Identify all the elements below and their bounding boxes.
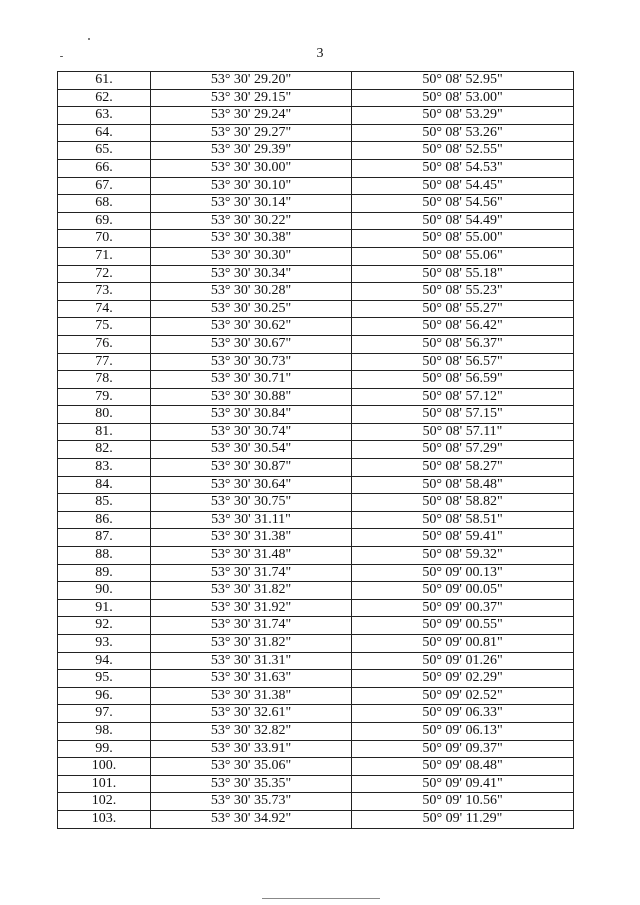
table-row xyxy=(58,476,574,494)
latitude-cell: 53° 30' 35.73" xyxy=(151,793,352,811)
table-row xyxy=(58,459,574,477)
table-row xyxy=(58,599,574,617)
table-row xyxy=(58,195,574,213)
point-number-cell: 102. xyxy=(58,793,151,811)
latitude-cell: 53° 30' 32.82" xyxy=(151,722,352,740)
latitude-cell: 53° 30' 30.73" xyxy=(151,353,352,371)
point-number-cell: 85. xyxy=(58,494,151,512)
longitude-cell: 50° 09' 09.41" xyxy=(352,775,574,793)
point-number-cell: 83. xyxy=(58,459,151,477)
longitude-cell: 50° 08' 54.45" xyxy=(352,177,574,195)
longitude-cell: 50° 09' 02.52" xyxy=(352,687,574,705)
latitude-cell: 53° 30' 30.75" xyxy=(151,494,352,512)
longitude-cell: 50° 08' 59.32" xyxy=(352,547,574,565)
point-number-cell: 92. xyxy=(58,617,151,635)
point-number-cell: 91. xyxy=(58,599,151,617)
table-row xyxy=(58,511,574,529)
table-row xyxy=(58,300,574,318)
point-number-cell: 89. xyxy=(58,564,151,582)
point-number-cell: 62. xyxy=(58,89,151,107)
table-row xyxy=(58,494,574,512)
latitude-cell: 53° 30' 29.15" xyxy=(151,89,352,107)
longitude-cell: 50° 08' 56.59" xyxy=(352,371,574,389)
longitude-cell: 50° 08' 55.18" xyxy=(352,265,574,283)
point-number-cell: 77. xyxy=(58,353,151,371)
point-number-cell: 75. xyxy=(58,318,151,336)
latitude-cell: 53° 30' 30.87" xyxy=(151,459,352,477)
longitude-cell: 50° 09' 06.13" xyxy=(352,722,574,740)
point-number-cell: 101. xyxy=(58,775,151,793)
table-row xyxy=(58,758,574,776)
point-number-cell: 65. xyxy=(58,142,151,160)
point-number-cell: 78. xyxy=(58,371,151,389)
latitude-cell: 53° 30' 30.14" xyxy=(151,195,352,213)
table-row xyxy=(58,406,574,424)
latitude-cell: 53° 30' 31.74" xyxy=(151,564,352,582)
longitude-cell: 50° 08' 57.15" xyxy=(352,406,574,424)
longitude-cell: 50° 08' 54.49" xyxy=(352,212,574,230)
table-row xyxy=(58,283,574,301)
latitude-cell: 53° 30' 29.27" xyxy=(151,124,352,142)
longitude-cell: 50° 09' 00.37" xyxy=(352,599,574,617)
table-row xyxy=(58,212,574,230)
longitude-cell: 50° 09' 11.29" xyxy=(352,810,574,828)
point-number-cell: 98. xyxy=(58,722,151,740)
longitude-cell: 50° 08' 53.29" xyxy=(352,107,574,125)
point-number-cell: 61. xyxy=(58,72,151,90)
longitude-cell: 50° 09' 00.55" xyxy=(352,617,574,635)
longitude-cell: 50° 08' 56.37" xyxy=(352,335,574,353)
point-number-cell: 100. xyxy=(58,758,151,776)
point-number-cell: 86. xyxy=(58,511,151,529)
longitude-cell: 50° 08' 54.56" xyxy=(352,195,574,213)
longitude-cell: 50° 09' 08.48" xyxy=(352,758,574,776)
table-row xyxy=(58,142,574,160)
scan-speck xyxy=(88,38,90,40)
table-row xyxy=(58,388,574,406)
latitude-cell: 53° 30' 35.35" xyxy=(151,775,352,793)
point-number-cell: 70. xyxy=(58,230,151,248)
longitude-cell: 50° 08' 59.41" xyxy=(352,529,574,547)
longitude-cell: 50° 08' 58.82" xyxy=(352,494,574,512)
latitude-cell: 53° 30' 30.84" xyxy=(151,406,352,424)
table-row xyxy=(58,687,574,705)
point-number-cell: 69. xyxy=(58,212,151,230)
point-number-cell: 103. xyxy=(58,810,151,828)
table-row xyxy=(58,89,574,107)
latitude-cell: 53° 30' 30.00" xyxy=(151,159,352,177)
point-number-cell: 80. xyxy=(58,406,151,424)
longitude-cell: 50° 09' 00.13" xyxy=(352,564,574,582)
latitude-cell: 53° 30' 31.74" xyxy=(151,617,352,635)
point-number-cell: 67. xyxy=(58,177,151,195)
point-number-cell: 76. xyxy=(58,335,151,353)
point-number-cell: 74. xyxy=(58,300,151,318)
table-row xyxy=(58,265,574,283)
table-row xyxy=(58,564,574,582)
longitude-cell: 50° 08' 56.57" xyxy=(352,353,574,371)
point-number-cell: 88. xyxy=(58,547,151,565)
latitude-cell: 53° 30' 30.25" xyxy=(151,300,352,318)
point-number-cell: 81. xyxy=(58,423,151,441)
point-number-cell: 63. xyxy=(58,107,151,125)
longitude-cell: 50° 08' 57.29" xyxy=(352,441,574,459)
latitude-cell: 53° 30' 31.11" xyxy=(151,511,352,529)
latitude-cell: 53° 30' 31.38" xyxy=(151,687,352,705)
coordinates-table-body xyxy=(58,72,574,829)
point-number-cell: 68. xyxy=(58,195,151,213)
point-number-cell: 66. xyxy=(58,159,151,177)
longitude-cell: 50° 08' 55.06" xyxy=(352,247,574,265)
latitude-cell: 53° 30' 30.67" xyxy=(151,335,352,353)
point-number-cell: 99. xyxy=(58,740,151,758)
latitude-cell: 53° 30' 30.28" xyxy=(151,283,352,301)
latitude-cell: 53° 30' 32.61" xyxy=(151,705,352,723)
table-row xyxy=(58,371,574,389)
longitude-cell: 50° 08' 58.48" xyxy=(352,476,574,494)
point-number-cell: 84. xyxy=(58,476,151,494)
table-row xyxy=(58,810,574,828)
table-row xyxy=(58,617,574,635)
latitude-cell: 53° 30' 30.74" xyxy=(151,423,352,441)
longitude-cell: 50° 09' 09.37" xyxy=(352,740,574,758)
latitude-cell: 53° 30' 29.39" xyxy=(151,142,352,160)
latitude-cell: 53° 30' 35.06" xyxy=(151,758,352,776)
table-row xyxy=(58,230,574,248)
table-row xyxy=(58,441,574,459)
table-row xyxy=(58,793,574,811)
longitude-cell: 50° 08' 54.53" xyxy=(352,159,574,177)
latitude-cell: 53° 30' 31.38" xyxy=(151,529,352,547)
page-number: 3 xyxy=(316,46,324,61)
latitude-cell: 53° 30' 31.48" xyxy=(151,547,352,565)
latitude-cell: 53° 30' 30.71" xyxy=(151,371,352,389)
coordinates-table xyxy=(57,71,574,829)
footer-rule xyxy=(262,898,380,899)
table-row xyxy=(58,353,574,371)
point-number-cell: 82. xyxy=(58,441,151,459)
longitude-cell: 50° 09' 01.26" xyxy=(352,652,574,670)
latitude-cell: 53° 30' 29.20" xyxy=(151,72,352,90)
table-row xyxy=(58,529,574,547)
latitude-cell: 53° 30' 34.92" xyxy=(151,810,352,828)
latitude-cell: 53° 30' 31.92" xyxy=(151,599,352,617)
point-number-cell: 96. xyxy=(58,687,151,705)
longitude-cell: 50° 08' 57.12" xyxy=(352,388,574,406)
latitude-cell: 53° 30' 33.91" xyxy=(151,740,352,758)
latitude-cell: 53° 30' 30.38" xyxy=(151,230,352,248)
point-number-cell: 79. xyxy=(58,388,151,406)
table-row xyxy=(58,547,574,565)
table-row xyxy=(58,159,574,177)
point-number-cell: 87. xyxy=(58,529,151,547)
point-number-cell: 93. xyxy=(58,635,151,653)
table-row xyxy=(58,722,574,740)
longitude-cell: 50° 08' 52.55" xyxy=(352,142,574,160)
longitude-cell: 50° 08' 55.23" xyxy=(352,283,574,301)
latitude-cell: 53° 30' 31.82" xyxy=(151,582,352,600)
point-number-cell: 73. xyxy=(58,283,151,301)
latitude-cell: 53° 30' 30.88" xyxy=(151,388,352,406)
longitude-cell: 50° 08' 55.00" xyxy=(352,230,574,248)
longitude-cell: 50° 08' 58.51" xyxy=(352,511,574,529)
latitude-cell: 53° 30' 31.63" xyxy=(151,670,352,688)
point-number-cell: 97. xyxy=(58,705,151,723)
point-number-cell: 64. xyxy=(58,124,151,142)
longitude-cell: 50° 09' 00.05" xyxy=(352,582,574,600)
table-row xyxy=(58,247,574,265)
longitude-cell: 50° 09' 10.56" xyxy=(352,793,574,811)
latitude-cell: 53° 30' 30.62" xyxy=(151,318,352,336)
table-row xyxy=(58,177,574,195)
longitude-cell: 50° 09' 02.29" xyxy=(352,670,574,688)
latitude-cell: 53° 30' 29.24" xyxy=(151,107,352,125)
table-row xyxy=(58,335,574,353)
longitude-cell: 50° 08' 52.95" xyxy=(352,72,574,90)
table-row xyxy=(58,775,574,793)
table-row xyxy=(58,582,574,600)
longitude-cell: 50° 09' 06.33" xyxy=(352,705,574,723)
table-row xyxy=(58,652,574,670)
longitude-cell: 50° 08' 53.26" xyxy=(352,124,574,142)
latitude-cell: 53° 30' 30.22" xyxy=(151,212,352,230)
table-row xyxy=(58,318,574,336)
point-number-cell: 94. xyxy=(58,652,151,670)
table-row xyxy=(58,107,574,125)
latitude-cell: 53° 30' 30.54" xyxy=(151,441,352,459)
table-row xyxy=(58,635,574,653)
longitude-cell: 50° 08' 57.11" xyxy=(352,423,574,441)
table-row xyxy=(58,124,574,142)
point-number-cell: 90. xyxy=(58,582,151,600)
point-number-cell: 71. xyxy=(58,247,151,265)
latitude-cell: 53° 30' 30.10" xyxy=(151,177,352,195)
longitude-cell: 50° 08' 56.42" xyxy=(352,318,574,336)
longitude-cell: 50° 09' 00.81" xyxy=(352,635,574,653)
table-row xyxy=(58,72,574,90)
longitude-cell: 50° 08' 55.27" xyxy=(352,300,574,318)
table-row xyxy=(58,740,574,758)
table-row xyxy=(58,423,574,441)
table-row xyxy=(58,705,574,723)
longitude-cell: 50° 08' 58.27" xyxy=(352,459,574,477)
longitude-cell: 50° 08' 53.00" xyxy=(352,89,574,107)
latitude-cell: 53° 30' 30.30" xyxy=(151,247,352,265)
latitude-cell: 53° 30' 31.31" xyxy=(151,652,352,670)
latitude-cell: 53° 30' 30.34" xyxy=(151,265,352,283)
latitude-cell: 53° 30' 30.64" xyxy=(151,476,352,494)
table-row xyxy=(58,670,574,688)
point-number-cell: 95. xyxy=(58,670,151,688)
point-number-cell: 72. xyxy=(58,265,151,283)
latitude-cell: 53° 30' 31.82" xyxy=(151,635,352,653)
